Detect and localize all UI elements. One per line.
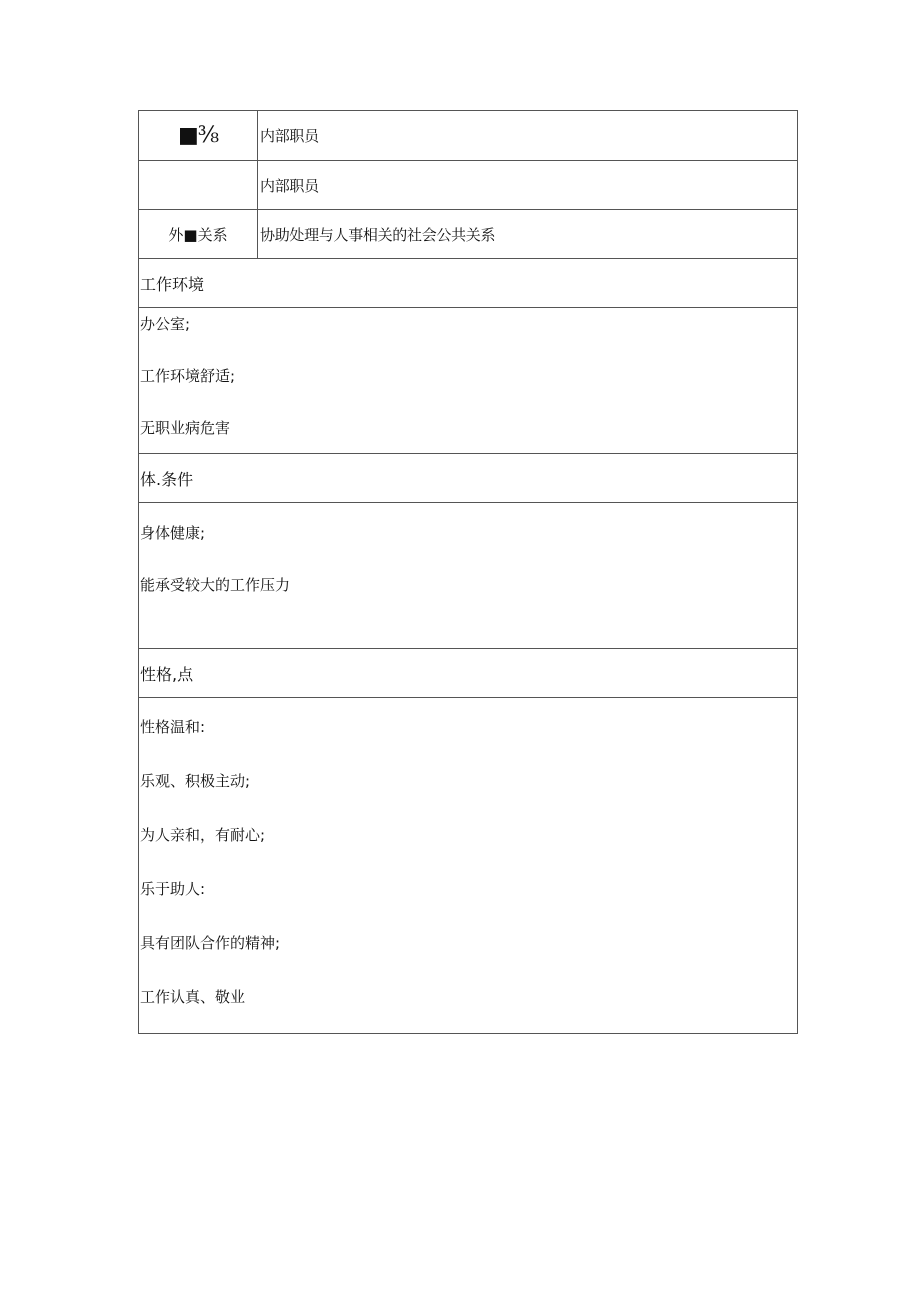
table-row [139, 161, 797, 210]
section-title: 工作环境 [140, 274, 205, 294]
section-title: 性格,点 [140, 664, 194, 684]
row-value: 内部职员 [260, 127, 319, 145]
row-label: 外■关系 [139, 210, 258, 258]
row-label: ■⅜ [139, 111, 258, 160]
section-header-physical [139, 454, 797, 503]
section-line: 性格温和: [140, 718, 206, 736]
row-value: 协助处理与人事相关的社会公共关系 [260, 225, 496, 244]
section-line: 具有团队合作的精神; [140, 934, 281, 952]
section-line: 工作认真、敬业 [140, 988, 246, 1006]
section-header-personality [139, 649, 797, 698]
section-line: 身体健康; [140, 524, 206, 542]
job-description-table [138, 110, 798, 1034]
section-line: 办公室; [140, 315, 191, 333]
table-row [139, 111, 797, 161]
section-line: 能承受较大的工作压力 [140, 576, 291, 594]
section-header-work-env [139, 259, 797, 308]
section-body-physical [139, 503, 797, 649]
row-label [139, 161, 258, 209]
row-value: 内部职员 [260, 176, 319, 195]
section-body-work-env [139, 308, 797, 454]
section-line: 为人亲和，有耐心; [140, 826, 266, 844]
section-line: 乐于助人: [140, 880, 206, 898]
section-line: 工作环境舒适; [140, 367, 236, 385]
section-title: 体.条件 [140, 469, 194, 489]
table-row [139, 210, 797, 259]
section-body-personality [139, 698, 797, 1033]
section-line: 无职业病危害 [140, 419, 231, 437]
section-line: 乐观、积极主动; [140, 772, 251, 790]
